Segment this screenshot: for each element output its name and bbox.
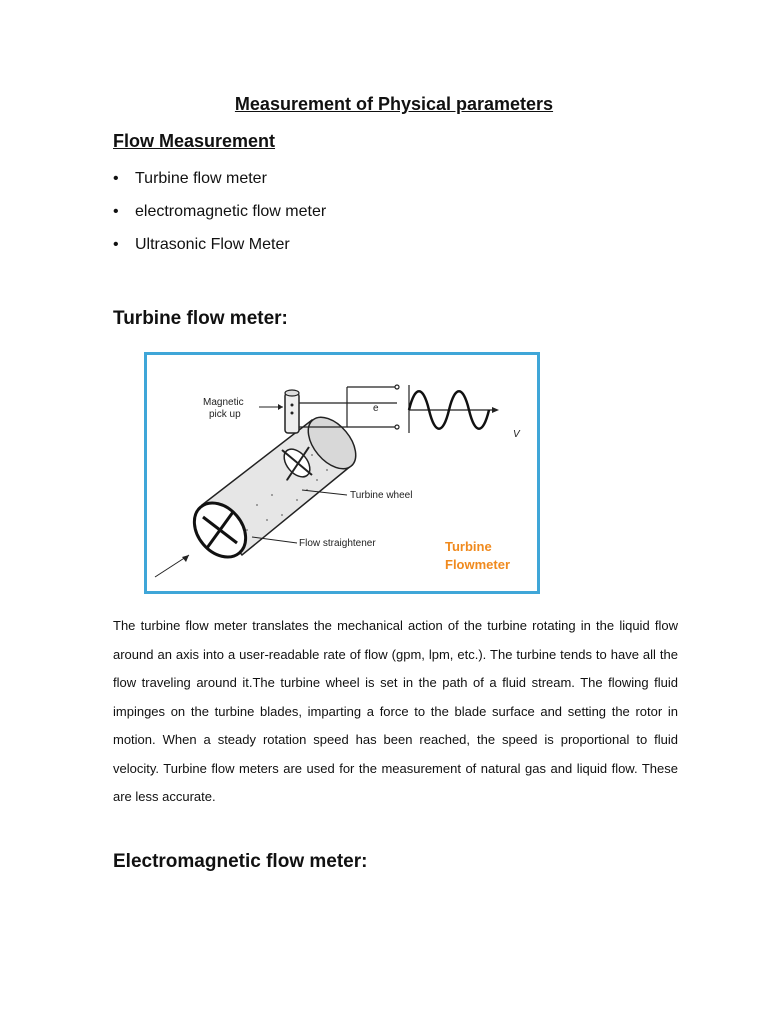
turbine-description-paragraph: The turbine flow meter translates the mechanical action of the turbine rotating in the liquid flow around an axis into a user-readable rate of flow (gpm, lpm, etc.). The turbine tends to have all the flow traveling around it.The turbine wheel is set in the path of a fluid stream. The flowing fluid impinges on the turbine blades, imparting a force to the blade surface and setting the rotor in motion. When a steady rotation speed has been reached, the speed is proportional to fluid velocity. Turbine flow meters are used for the measurement of natural gas and liquid flow. These are less accurate. (113, 618, 678, 804)
list-item (113, 233, 326, 266)
list-item-text: electromagnetic flow meter (135, 203, 327, 220)
electromagnetic-heading: Electromagnetic flow meter: (113, 851, 368, 872)
list-item (113, 200, 326, 233)
list-item-text: Turbine flow meter (135, 170, 267, 187)
bullet-marker: • (113, 236, 119, 253)
label-flow-straightener: Flow straightener (299, 538, 376, 549)
document-title: Measurement of Physical parameters (234, 94, 554, 114)
bullet-marker: • (113, 203, 119, 220)
list-item (113, 167, 326, 200)
label-v: V (513, 429, 520, 440)
flow-meter-list (113, 167, 326, 266)
label-e: e (373, 403, 379, 414)
turbine-flowmeter-figure (144, 352, 540, 594)
tag-turbine: Turbine (445, 539, 492, 554)
section-heading-flow-measurement: Flow Measurement (113, 131, 276, 151)
tag-flowmeter: Flowmeter (445, 557, 511, 572)
bullet-marker: • (113, 170, 119, 187)
magnetic-pickup (259, 390, 299, 433)
label-pickup: pick up (209, 409, 241, 420)
list-item-text: Ultrasonic Flow Meter (135, 236, 290, 253)
output-waveform (409, 385, 499, 433)
label-magnetic: Magnetic (203, 397, 244, 408)
turbine-heading: Turbine flow meter: (113, 308, 288, 329)
turbine-diagram (147, 355, 537, 591)
label-turbine-wheel: Turbine wheel (350, 490, 413, 501)
